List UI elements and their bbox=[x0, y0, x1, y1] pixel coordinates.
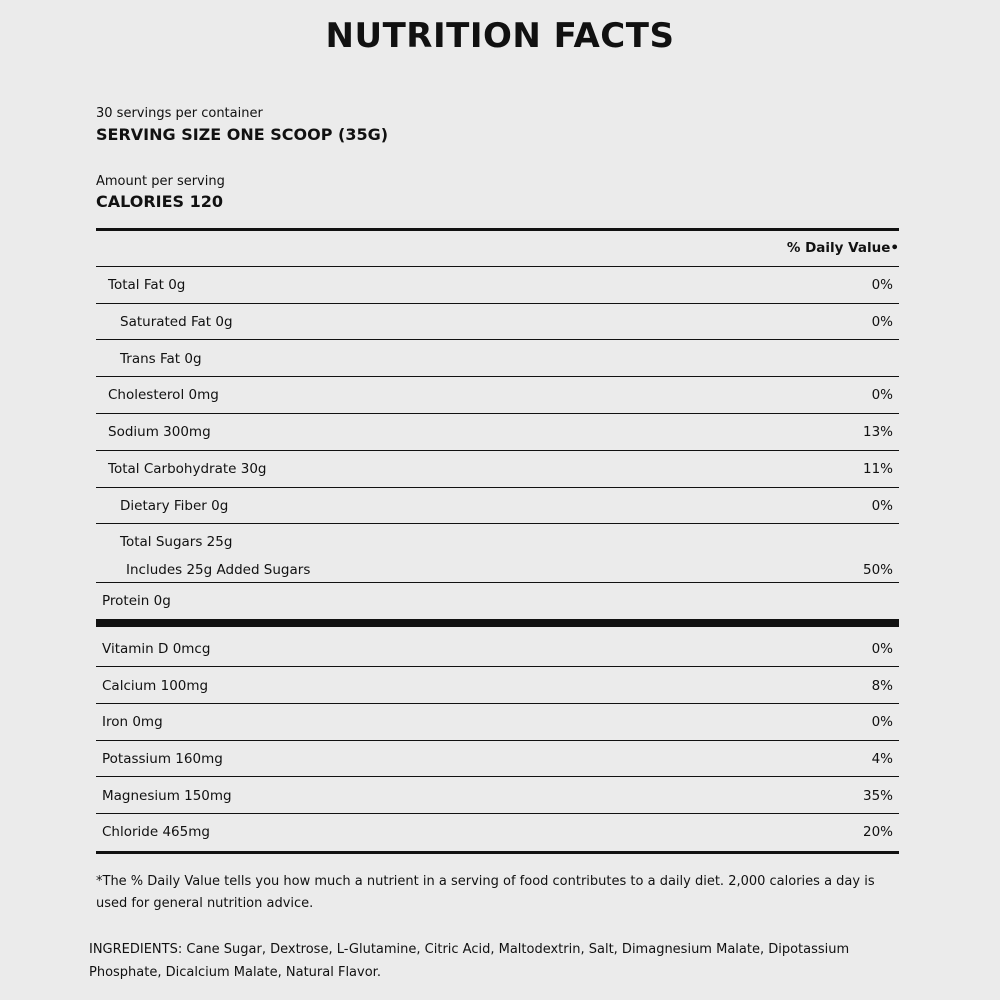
amount-per-serving: Amount per serving bbox=[96, 174, 225, 189]
daily-value-footnote: *The % Daily Value tells you how much a nutrient in a serving of food contributes to a daily diet. 2,000 calories a day is used for general nutrition advice. bbox=[96, 874, 875, 911]
nutrient-label: Total Fat 0g bbox=[108, 277, 186, 293]
nutrient-label: Dietary Fiber 0g bbox=[120, 498, 229, 514]
daily-value-header: % Daily Value• bbox=[786, 240, 899, 256]
nutrient-dv: 0% bbox=[871, 277, 893, 293]
vitamin-label: Magnesium 150mg bbox=[102, 788, 232, 804]
servings-per-container: 30 servings per container bbox=[96, 106, 263, 121]
nutrient-label: Includes 25g Added Sugars bbox=[126, 562, 311, 578]
vitamin-label: Chloride 465mg bbox=[102, 824, 210, 840]
divider bbox=[96, 740, 899, 741]
divider bbox=[96, 523, 899, 524]
divider bbox=[96, 303, 899, 304]
divider bbox=[96, 376, 899, 377]
ingredients-list: INGREDIENTS: Cane Sugar, Dextrose, L-Glutamine, Citric Acid, Maltodextrin, Salt, Dimagnesium Malate, Dipotassium Phosphate, Dicalcium Malate, Natural Flavor. bbox=[89, 942, 850, 980]
nutrient-dv: 0% bbox=[871, 387, 893, 403]
nutrient-dv: 0% bbox=[871, 314, 893, 330]
divider bbox=[96, 450, 899, 451]
divider bbox=[96, 813, 899, 814]
nutrient-label: Trans Fat 0g bbox=[120, 351, 202, 367]
vitamin-label: Iron 0mg bbox=[102, 714, 163, 730]
nutrient-label: Cholesterol 0mg bbox=[108, 387, 219, 403]
page-title: NUTRITION FACTS bbox=[325, 16, 675, 56]
heavy-divider bbox=[96, 619, 899, 627]
nutrient-label: Saturated Fat 0g bbox=[120, 314, 233, 330]
nutrient-label: Protein 0g bbox=[102, 593, 171, 609]
vitamin-dv: 0% bbox=[871, 714, 893, 730]
divider bbox=[96, 851, 899, 854]
nutrient-dv: 11% bbox=[862, 461, 893, 477]
divider bbox=[96, 413, 899, 414]
vitamin-dv: 20% bbox=[862, 824, 893, 840]
vitamin-label: Calcium 100mg bbox=[102, 678, 209, 694]
vitamin-dv: 4% bbox=[871, 751, 893, 767]
nutrient-dv: 0% bbox=[871, 498, 893, 514]
serving-size: SERVING SIZE ONE SCOOP (35G) bbox=[96, 125, 389, 144]
divider bbox=[96, 266, 899, 267]
divider bbox=[96, 339, 899, 340]
vitamin-dv: 35% bbox=[862, 788, 893, 804]
nutrient-label: Sodium 300mg bbox=[108, 424, 211, 440]
nutrient-label: Total Carbohydrate 30g bbox=[108, 461, 267, 477]
calories: CALORIES 120 bbox=[96, 192, 224, 211]
nutrient-dv: 50% bbox=[862, 562, 893, 578]
vitamin-label: Vitamin D 0mcg bbox=[102, 641, 211, 657]
divider bbox=[96, 582, 899, 583]
divider bbox=[96, 666, 899, 667]
divider bbox=[96, 776, 899, 777]
nutrient-label: Total Sugars 25g bbox=[120, 534, 233, 550]
divider bbox=[96, 228, 899, 231]
vitamin-dv: 0% bbox=[871, 641, 893, 657]
nutrient-dv: 13% bbox=[862, 424, 893, 440]
divider bbox=[96, 703, 899, 704]
divider bbox=[96, 487, 899, 488]
vitamin-dv: 8% bbox=[871, 678, 893, 694]
vitamin-label: Potassium 160mg bbox=[102, 751, 223, 767]
